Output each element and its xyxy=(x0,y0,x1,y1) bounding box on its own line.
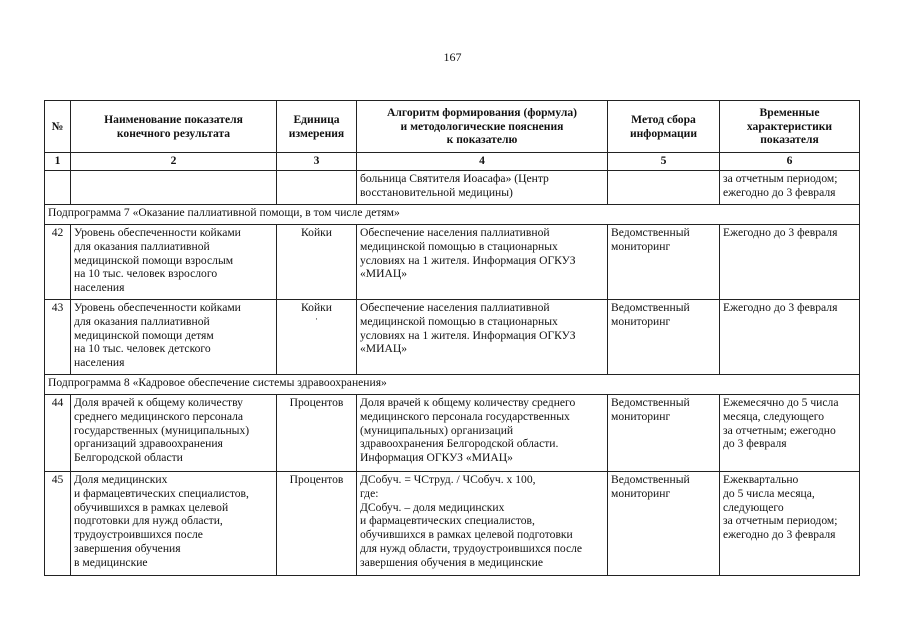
subprogram-row xyxy=(45,375,860,395)
row-algorithm: Обеспечение населения паллиативной медицинской помощью в стационарных условиях на 1 жителя. Информация ОГКУЗ «МИАЦ» xyxy=(357,300,608,375)
table-row xyxy=(45,300,860,375)
header-num: № xyxy=(45,101,71,153)
row-unit: Процентов xyxy=(277,472,357,576)
row-method: Ведомственный мониторинг xyxy=(608,225,720,300)
header-timing: Временные характеристики показателя xyxy=(720,101,860,153)
row-timing: Ежегодно до 3 февраля xyxy=(720,300,860,375)
row-algorithm: Обеспечение населения паллиативной медицинской помощью в стационарных условиях на 1 жителя. Информация ОГКУЗ «МИАЦ» xyxy=(357,225,608,300)
header-unit: Единица измерения xyxy=(277,101,357,153)
scan-dot: · xyxy=(315,313,318,324)
header-algorithm: Алгоритм формирования (формула) и методологические пояснения к показателю xyxy=(357,101,608,153)
row-num xyxy=(45,171,71,205)
row-indicator-name: Уровень обеспеченности койками для оказания паллиативной медицинской помощи взрослым на 10 тыс. человек взрослого населения xyxy=(71,225,277,300)
row-unit-label: Койки xyxy=(301,301,332,314)
row-method: Ведомственный мониторинг xyxy=(608,300,720,375)
column-number: 1 xyxy=(45,153,71,171)
subprogram-row xyxy=(45,205,860,225)
subprogram-title: Подпрограмма 8 «Кадровое обеспечение системы здравоохранения» xyxy=(45,375,860,395)
column-number: 2 xyxy=(71,153,277,171)
row-unit: Процентов xyxy=(277,395,357,472)
row-indicator-name: Уровень обеспеченности койками для оказания паллиативной медицинской помощи детям на 10 тыс. человек детского населения xyxy=(71,300,277,375)
table-row xyxy=(45,225,860,300)
header-method: Метод сбора информации xyxy=(608,101,720,153)
row-timing: Ежегодно до 3 февраля xyxy=(720,225,860,300)
row-method xyxy=(608,171,720,205)
column-number: 4 xyxy=(357,153,608,171)
row-indicator-name: Доля медицинских и фармацевтических специалистов, обучившихся в рамках целевой подготовки для нужд области, трудоустроившихся после завершения обучения в медицинские xyxy=(71,472,277,576)
subprogram-title: Подпрограмма 7 «Оказание паллиативной помощи, в том числе детям» xyxy=(45,205,860,225)
row-unit xyxy=(277,300,357,375)
row-algorithm: Доля врачей к общему количеству среднего медицинского персонала государственных (муниципальных) организаций здравоохранения Белгородской области. Информация ОГКУЗ «МИАЦ» xyxy=(357,395,608,472)
row-indicator-name: Доля врачей к общему количеству среднего медицинского персонала государственных (муниципальных) организаций здравоохранения Белгородской области xyxy=(71,395,277,472)
row-algorithm: больница Святителя Иоасафа» (Центр восстановительной медицины) xyxy=(357,171,608,205)
row-num: 42 xyxy=(45,225,71,300)
row-method: Ведомственный мониторинг xyxy=(608,395,720,472)
column-number-row xyxy=(45,153,860,171)
row-timing: за отчетным периодом; ежегодно до 3 февраля xyxy=(720,171,860,205)
row-num: 44 xyxy=(45,395,71,472)
row-method: Ведомственный мониторинг xyxy=(608,472,720,576)
row-num: 45 xyxy=(45,472,71,576)
indicators-table xyxy=(44,100,860,576)
row-timing: Ежеквартально до 5 числа месяца, следующего за отчетным периодом; ежегодно до 3 февраля xyxy=(720,472,860,576)
row-unit xyxy=(277,171,357,205)
column-number: 6 xyxy=(720,153,860,171)
table-row xyxy=(45,472,860,576)
header-indicator-name: Наименование показателя конечного результата xyxy=(71,101,277,153)
page-number: 167 xyxy=(443,50,462,64)
column-number: 5 xyxy=(608,153,720,171)
row-algorithm: ДСобуч. = ЧСтруд. / ЧСобуч. х 100, где: ДСобуч. – доля медицинских и фармацевтических специалистов, обучившихся в рамках целевой подготовки для нужд области, трудоустроившихся после завершения обучения в медицинские xyxy=(357,472,608,576)
column-number: 3 xyxy=(277,153,357,171)
row-num: 43 xyxy=(45,300,71,375)
header-row xyxy=(45,101,860,153)
row-unit: Койки xyxy=(277,225,357,300)
table-row-continuation xyxy=(45,171,860,205)
row-indicator-name xyxy=(71,171,277,205)
table-row xyxy=(45,395,860,472)
row-timing: Ежемесячно до 5 числа месяца, следующего за отчетным; ежегодно до 3 февраля xyxy=(720,395,860,472)
